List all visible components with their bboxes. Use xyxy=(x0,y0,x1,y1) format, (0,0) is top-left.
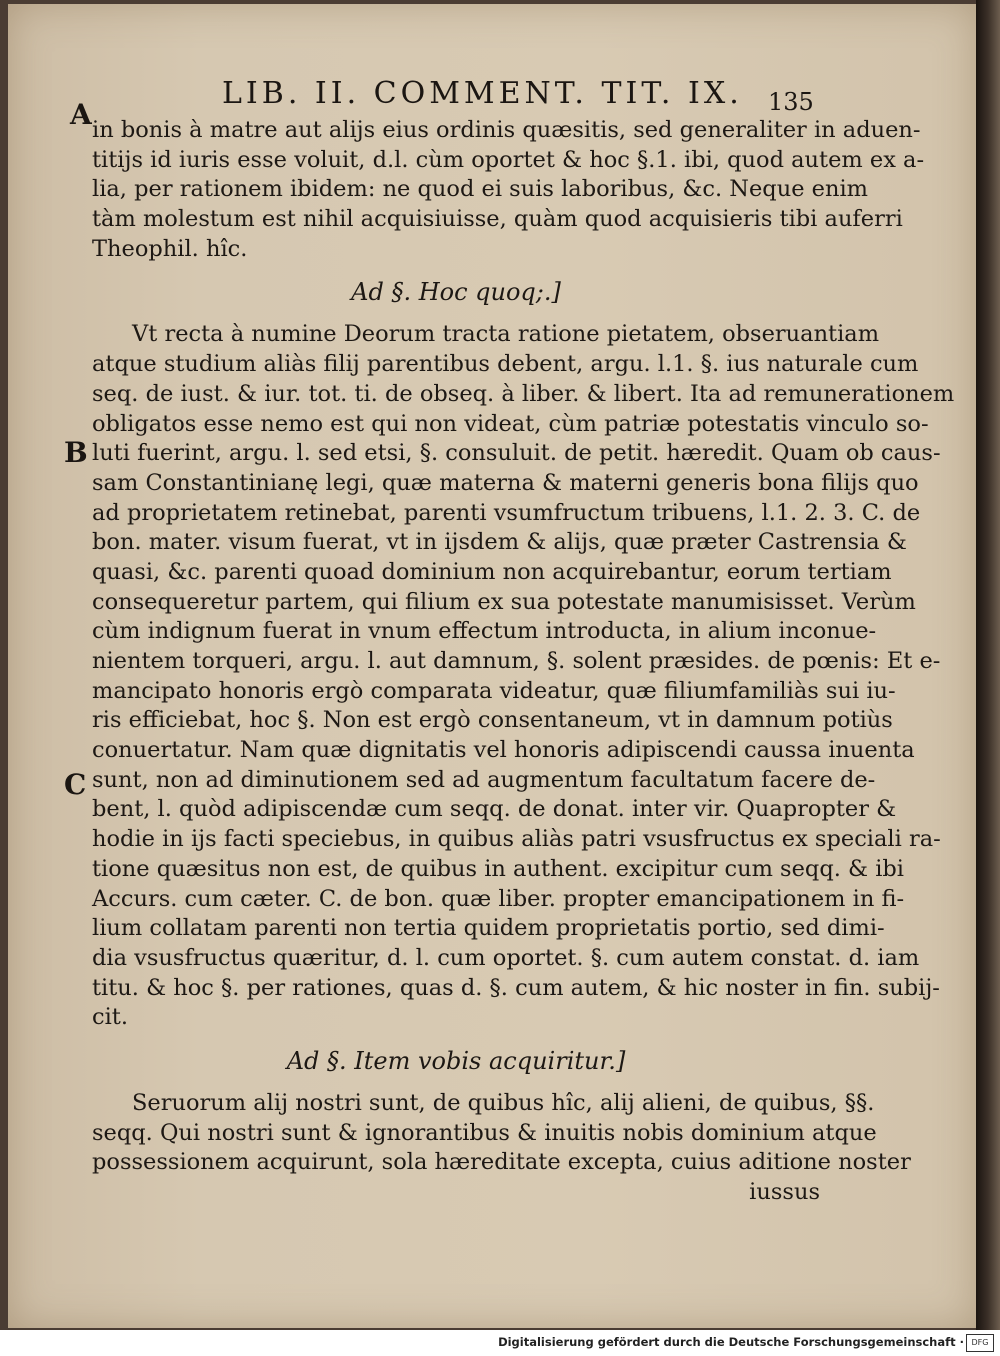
text-line: Theophil. hîc. xyxy=(92,235,248,262)
margin-letter-a: A xyxy=(70,98,92,131)
text-line: obligatos esse nemo est qui non videat, cùm patriæ potestatis vinculo so- xyxy=(92,410,929,437)
text-line: tàm molestum est nihil acquisiuisse, quàm quod acquisieris tibi auferri xyxy=(92,206,903,233)
text-line: luti fuerint, argu. l. sed etsi, §. consuluit. de petit. hæredit. Quam ob caus- xyxy=(92,440,941,467)
paragraph-main xyxy=(92,320,955,1033)
text-line: possessionem acquirunt, sola hæreditate excepta, cuius aditione noster xyxy=(92,1149,911,1176)
margin-letter-c: C xyxy=(64,768,87,801)
text-line: bent, l. quòd adipiscendæ cum seqq. de donat. inter vir. Quapropter & xyxy=(92,796,897,823)
text-line: dia vsusfructus quæritur, d. l. cum oportet. §. cum autem constat. d. iam xyxy=(92,944,920,971)
running-title: LIB. II. COMMENT. TIT. IX. xyxy=(222,76,743,111)
text-line: lium collatam parenti non tertia quidem proprietatis portio, sed dimi- xyxy=(92,915,885,942)
dfg-logo: DFG xyxy=(966,1334,994,1352)
text-line: conuertatur. Nam quæ dignitatis vel honoris adipiscendi caussa inuenta xyxy=(92,737,915,764)
text-line: in bonis à matre aut alijs eius ordinis quæsitis, sed generaliter in aduen- xyxy=(92,117,921,143)
text-line: ad proprietatem retinebat, parenti vsumfructum tribuens, l.1. 2. 3. C. de xyxy=(92,499,921,526)
text-line: Accurs. cum cæter. C. de bon. quæ liber. propter emancipationem in fi- xyxy=(92,885,905,912)
text-line: Seruorum alij nostri sunt, de quibus hîc, alij alieni, de quibus, §§. xyxy=(132,1089,875,1116)
text-line: mancipato honoris ergò comparata videatur, quæ filiumfamiliàs sui iu- xyxy=(92,677,896,704)
footer-bar xyxy=(0,1330,1000,1356)
text-line: Vt recta à numine Deorum tracta ratione pietatem, obseruantiam xyxy=(132,321,880,348)
text-line: hodie in ijs facti speciebus, in quibus aliàs patri vsusfructus ex speciali ra- xyxy=(92,826,941,853)
text-line: consequeretur partem, qui filium ex sua potestate manumisisset. Verùm xyxy=(92,588,916,615)
text-line: seqq. Qui nostri sunt & ignorantibus & inuitis nobis dominium atque xyxy=(92,1119,877,1146)
section-heading-item-vobis: Ad §. Item vobis acquiritur.] xyxy=(286,1046,626,1075)
section-heading-hoc-quoque: Ad §. Hoc quoq;.] xyxy=(351,278,561,307)
text-line: tione quæsitus non est, de quibus in authent. excipitur cum seqq. & ibi xyxy=(92,855,904,882)
text-line: titu. & hoc §. per rationes, quas d. §. cum autem, & hic noster in fin. subij- xyxy=(92,974,940,1001)
paragraph-continuation xyxy=(92,116,925,264)
page-number: 135 xyxy=(768,88,814,116)
text-line: atque studium aliàs filij parentibus debent, argu. l.1. §. ius naturale cum xyxy=(92,351,919,378)
catchword: iussus xyxy=(749,1179,820,1205)
text-line: lia, per rationem ibidem: ne quod ei suis laboribus, &c. Neque enim xyxy=(92,176,869,203)
text-line: cit. xyxy=(92,1004,128,1031)
text-line: sunt, non ad diminutionem sed ad augmentum facultatum facere de- xyxy=(92,766,876,793)
text-line: quasi, &c. parenti quoad dominium non acquirebantur, eorum tertiam xyxy=(92,558,892,585)
text-line: nientem torqueri, argu. l. aut damnum, §. solent præsides. de pœnis: Et e- xyxy=(92,648,941,674)
text-line: seq. de iust. & iur. tot. ti. de obseq. à liber. & libert. Ita ad remunerationem xyxy=(92,380,955,407)
text-line: bon. mater. visum fuerat, vt in ijsdem & alijs, quæ præter Castrensia & xyxy=(92,529,907,556)
text-line: titijs id iuris esse voluit, d.l. cùm oportet & hoc §.1. ibi, quod autem ex a- xyxy=(92,146,925,173)
paragraph-servorum xyxy=(92,1089,911,1178)
text-line: cùm indignum fuerat in vnum effectum introducta, in alium inconue- xyxy=(92,618,877,645)
page-binding-edge xyxy=(976,0,1000,1330)
text-line: ris efficiebat, hoc §. Non est ergò consentaneum, vt in damnum potiùs xyxy=(92,707,893,734)
text-line: sam Constantinianę legi, quæ materna & materni generis bona filijs quo xyxy=(92,469,919,496)
funding-credit: Digitalisierung gefördert durch die Deutsche Forschungsgemeinschaft · xyxy=(498,1335,964,1349)
margin-letter-b: B xyxy=(64,436,88,469)
main-text xyxy=(92,116,955,1208)
